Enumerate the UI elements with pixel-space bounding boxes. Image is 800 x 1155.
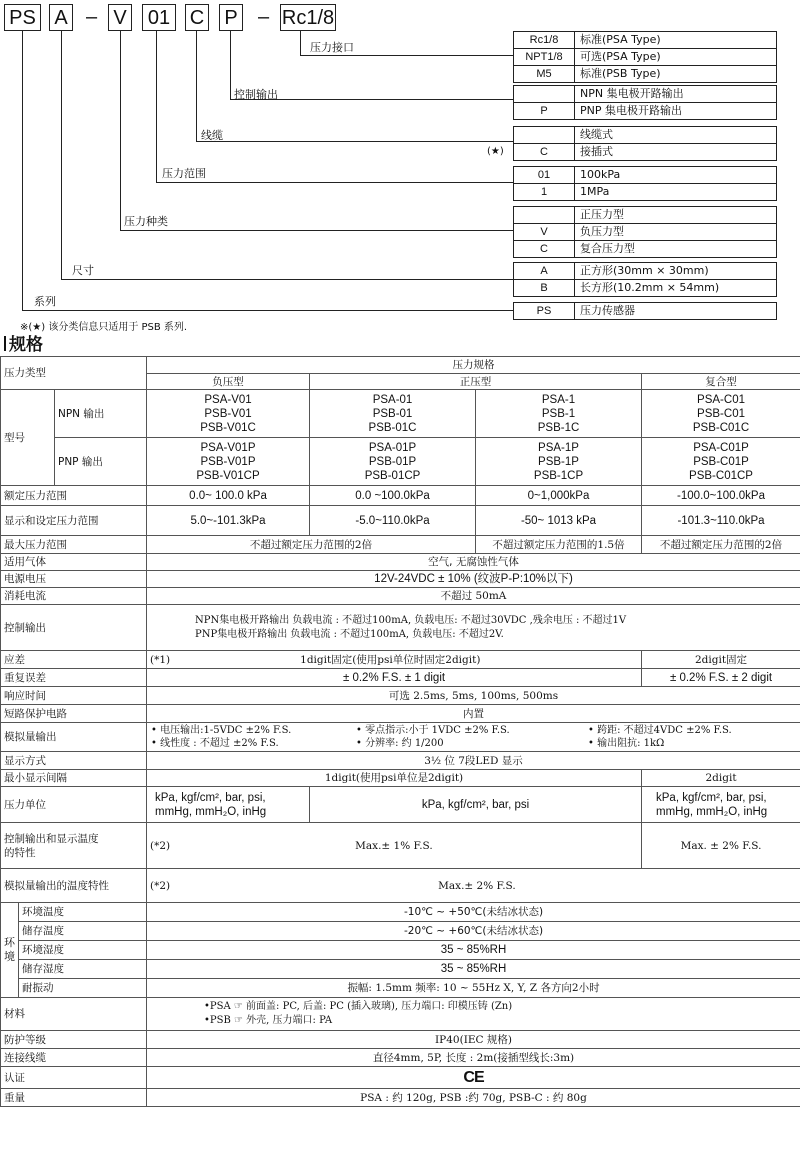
npn-label: NPN 输出 <box>55 390 147 438</box>
current-label: 消耗电流 <box>1 588 147 605</box>
model-cell: PSA-C01 PSB-C01 PSB-C01C <box>642 390 800 438</box>
analog-output-value: • 电压输出:1-5VDC ±2% F.S. • 零点指示:小于 1VDC ±2% F.S. • 跨距: 不超过4VDC ±2% F.S. • 线性度 : 不超过 ±2% F.S. • 分辨率: 约 1/200 • 输出阻抗: 1kΩ <box>147 723 800 752</box>
hysteresis-label: 应差 <box>1 651 147 669</box>
environment-label: 环境 <box>1 903 19 998</box>
connector-line <box>300 31 301 56</box>
material-value: •PSA ☞ 前面盖: PC, 后盖: PC (插入玻璃), 压力端口: 印模压铸 (Zn) •PSB ☞ 外壳, 压力端口: PA <box>147 998 800 1031</box>
env-row-value: -20℃ ~ +60℃(未结冰状态) <box>147 922 800 941</box>
temp-analog-label: 模拟量输出的温度特性 <box>1 869 147 903</box>
connector-line <box>61 31 62 280</box>
short-protect-value: 内置 <box>147 705 800 723</box>
display-range-value: -50~ 1013 kPa <box>476 506 642 536</box>
model-cell: PSA-1P PSB-1P PSB-1CP <box>476 438 642 486</box>
ce-mark-icon: CE <box>147 1067 800 1089</box>
connector-line <box>61 279 513 280</box>
pressure-unit-value: kPa, kgf/cm², bar, psi, mmHg, mmH₂O, inHg <box>147 787 310 823</box>
weight-label: 重量 <box>1 1089 147 1107</box>
model-cell: PSA-V01 PSB-V01 PSB-V01C <box>147 390 310 438</box>
env-row-value: 振幅: 1.5mm 频率: 10 ~ 55Hz X, Y, Z 各方向2小时 <box>147 979 800 998</box>
option-box-type: 正压力型 V 负压力型 C 复合压力型 <box>513 206 777 258</box>
env-row-value: 35 ~ 85%RH <box>147 960 800 979</box>
title-bar <box>4 336 6 351</box>
rated-label: 额定压力范围 <box>1 486 147 506</box>
cable-value: 直径4mm, 5P, 长度 : 2m(接插型线长:3m) <box>147 1049 800 1067</box>
env-row-label: 储存湿度 <box>19 960 147 979</box>
max-range-value: 不超过额定压力范围的2倍 <box>642 536 800 554</box>
current-value: 不超过 50mA <box>147 588 800 605</box>
spec-table <box>0 356 800 1107</box>
weight-value: PSA : 约 120g, PSB :约 70g, PSB-C : 约 80g <box>147 1089 800 1107</box>
response-time-label: 响应时间 <box>1 687 147 705</box>
repeat-error-value: ± 0.2% F.S. ± 1 digit <box>147 669 642 687</box>
ctrl-output-label: 控制输出 <box>1 605 147 651</box>
gas-value: 空气, 无腐蚀性气体 <box>147 554 800 571</box>
code-dash: – <box>86 6 98 28</box>
pressure-spec-header: 压力规格 <box>147 357 800 374</box>
label-range: 压力范围 <box>162 167 206 180</box>
col-negative: 负压型 <box>147 374 310 390</box>
model-label: 型号 <box>1 390 55 486</box>
rated-value: 0.0~ 100.0 kPa <box>147 486 310 506</box>
pressure-unit-value: kPa, kgf/cm², bar, psi, mmHg, mmH₂O, inHg <box>642 787 800 823</box>
env-row-value: 35 ~ 85%RH <box>147 941 800 960</box>
display-method-value: 3½ 位 7段LED 显示 <box>147 752 800 770</box>
ctrl-output-value: NPN集电极开路输出 负载电流 : 不超过100mA, 负载电压: 不超过30VDC ,残余电压 : 不超过1V PNP集电极开路输出 负载电流 : 不超过100mA, 负载电压: 不超过2V. <box>147 605 800 651</box>
display-range-value: -5.0~110.0kPa <box>310 506 476 536</box>
protection-label: 防护等级 <box>1 1031 147 1049</box>
cable-star-mark: (★) <box>487 146 504 157</box>
certification-label: 认证 <box>1 1067 147 1089</box>
min-interval-label: 最小显示间隔 <box>1 770 147 787</box>
option-box-series: PS 压力传感器 <box>513 302 777 320</box>
connector-line <box>120 31 121 231</box>
label-size: 尺寸 <box>72 264 94 277</box>
label-port: 压力接口 <box>310 41 354 54</box>
code-dash: – <box>258 6 270 28</box>
code-output-box: P <box>219 4 243 31</box>
option-box-size: A 正方形(30mm × 30mm) B 长方形(10.2mm × 54mm) <box>513 262 777 297</box>
code-cable-box: C <box>185 4 209 31</box>
pnp-label: PNP 输出 <box>55 438 147 486</box>
model-cell: PSA-01P PSB-01P PSB-01CP <box>310 438 476 486</box>
code-type-box: V <box>108 4 132 31</box>
repeat-error-value-compound: ± 0.2% F.S. ± 2 digit <box>642 669 800 687</box>
connector-line <box>120 230 513 231</box>
label-type: 压力种类 <box>124 215 168 228</box>
option-box-output: NPN 集电极开路输出 P PNP 集电极开路输出 <box>513 85 777 120</box>
repeat-error-label: 重复误差 <box>1 669 147 687</box>
connector-line <box>22 310 513 311</box>
option-box-cable: 线缆式 C 接插式 <box>513 126 777 161</box>
env-row-label: 环境湿度 <box>19 941 147 960</box>
footnote: ※(★) 该分类信息只适用于 PSB 系列. <box>20 322 188 333</box>
connector-line <box>300 55 513 56</box>
display-range-value: 5.0~-101.3kPa <box>147 506 310 536</box>
code-series-box: PS <box>4 4 41 31</box>
rated-value: -100.0~100.0kPa <box>642 486 800 506</box>
pressure-unit-label: 压力单位 <box>1 787 147 823</box>
code-size-box: A <box>49 4 73 31</box>
max-range-value: 不超过额定压力范围的2倍 <box>147 536 476 554</box>
env-row-label: 耐振动 <box>19 979 147 998</box>
hysteresis-value-compound: 2digit固定 <box>642 651 800 669</box>
connector-line <box>156 182 513 183</box>
power-label: 电源电压 <box>1 571 147 588</box>
pressure-type-label: 压力类型 <box>1 357 147 390</box>
short-protect-label: 短路保护电路 <box>1 705 147 723</box>
section-title: 规格 <box>4 330 43 355</box>
env-row-label: 环境温度 <box>19 903 147 922</box>
temp-ctrl-label: 控制输出和显示温度 的特性 <box>1 823 147 869</box>
label-output: 控制输出 <box>234 88 278 101</box>
pressure-unit-value: kPa, kgf/cm², bar, psi <box>310 787 642 823</box>
rated-value: 0.0 ~100.0kPa <box>310 486 476 506</box>
rated-value: 0~1,000kPa <box>476 486 642 506</box>
model-cell: PSA-C01P PSB-C01P PSB-C01CP <box>642 438 800 486</box>
cable-label: 连接线缆 <box>1 1049 147 1067</box>
analog-output-label: 模拟量输出 <box>1 723 147 752</box>
code-range-box: 01 <box>142 4 176 31</box>
label-series: 系列 <box>34 295 56 308</box>
option-box-port: Rc1/8 标准(PSA Type) NPT1/8 可选(PSA Type) M5 标准(PSB Type) <box>513 31 777 83</box>
hysteresis-value: (*1) 1digit固定(使用psi单位时固定2digit) <box>147 651 642 669</box>
connector-line <box>156 31 157 183</box>
connector-line <box>230 31 231 100</box>
connector-line <box>22 31 23 311</box>
display-method-label: 显示方式 <box>1 752 147 770</box>
col-compound: 复合型 <box>642 374 800 390</box>
option-box-range: 01 100kPa 1 1MPa <box>513 166 777 201</box>
min-interval-value: 1digit(使用psi单位是2digit) <box>147 770 642 787</box>
code-port-box: Rc1/8 <box>280 4 336 31</box>
material-label: 材料 <box>1 998 147 1031</box>
temp-ctrl-value-compound: Max. ± 2% F.S. <box>642 823 800 869</box>
env-row-value: -10℃ ~ +50℃(未结冰状态) <box>147 903 800 922</box>
response-time-value: 可选 2.5ms, 5ms, 100ms, 500ms <box>147 687 800 705</box>
min-interval-value-compound: 2digit <box>642 770 800 787</box>
connector-line <box>196 31 197 142</box>
connector-line <box>196 141 513 142</box>
max-range-value: 不超过额定压力范围的1.5倍 <box>476 536 642 554</box>
protection-value: IP40(IEC 规格) <box>147 1031 800 1049</box>
model-cell: PSA-01 PSB-01 PSB-01C <box>310 390 476 438</box>
env-row-label: 储存温度 <box>19 922 147 941</box>
power-value: 12V-24VDC ± 10% (纹波P-P:10%以下) <box>147 571 800 588</box>
col-positive: 正压型 <box>310 374 642 390</box>
temp-analog-value: (*2) Max.± 2% F.S. <box>147 869 800 903</box>
temp-ctrl-value: (*2) Max.± 1% F.S. <box>147 823 642 869</box>
gas-label: 适用气体 <box>1 554 147 571</box>
display-range-label: 显示和设定压力范围 <box>1 506 147 536</box>
model-cell: PSA-1 PSB-1 PSB-1C <box>476 390 642 438</box>
label-cable: 线缆 <box>201 129 223 142</box>
max-range-label: 最大压力范围 <box>1 536 147 554</box>
display-range-value: -101.3~110.0kPa <box>642 506 800 536</box>
model-cell: PSA-V01P PSB-V01P PSB-V01CP <box>147 438 310 486</box>
